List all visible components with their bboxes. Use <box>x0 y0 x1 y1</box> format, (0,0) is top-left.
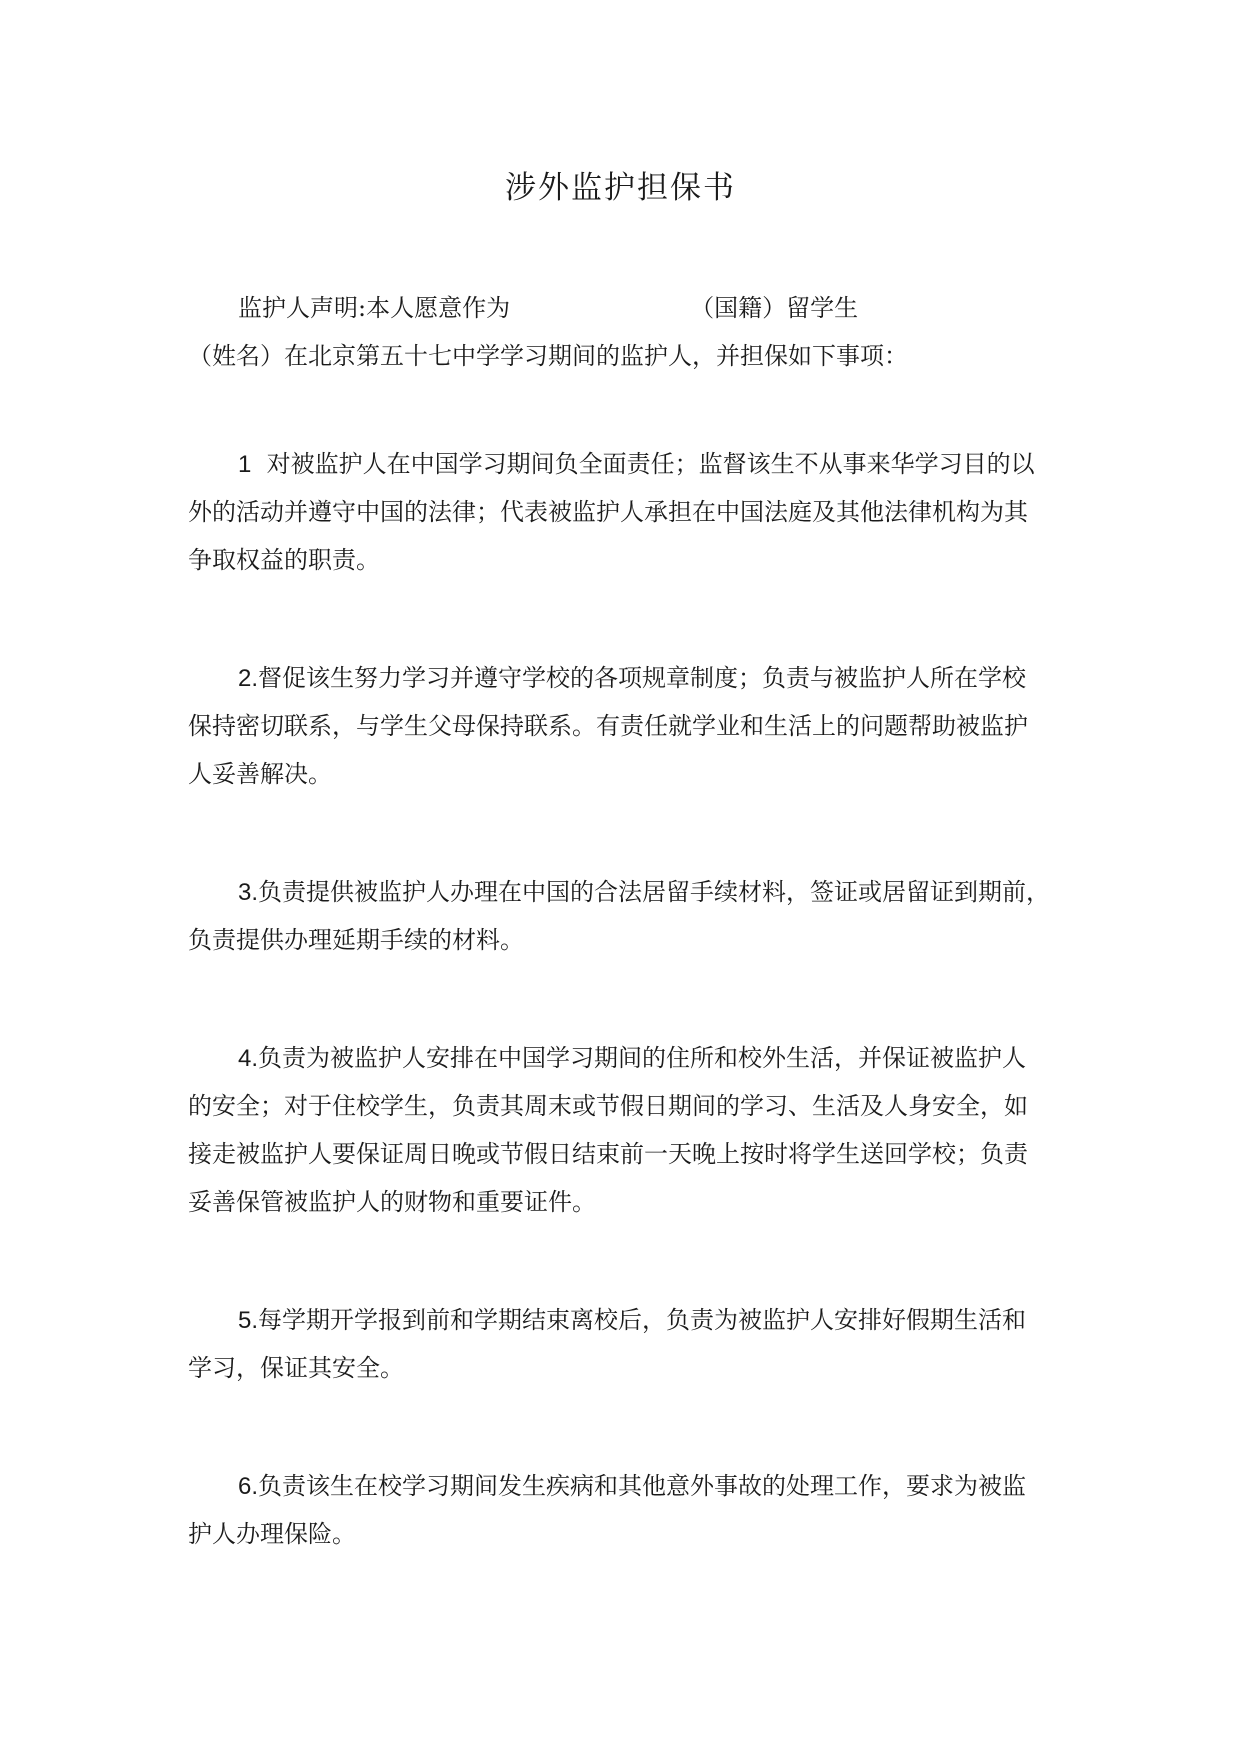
item-1-number: 1 <box>238 451 252 478</box>
item-2-number: 2. <box>238 665 259 692</box>
document-title: 涉外监护担保书 <box>505 170 736 206</box>
declaration-line-1 <box>238 292 858 324</box>
item-1-line-1 <box>238 448 1035 481</box>
item-4-number: 4. <box>238 1045 259 1072</box>
item-4-line-4: 妥善保管被监护人的财物和重要证件。 <box>188 1188 596 1216</box>
item-1-line-2: 外的活动并遵守中国的法律；代表被监护人承担在中国法庭及其他法律机构为其 <box>188 498 1028 526</box>
item-5-number: 5. <box>238 1307 259 1334</box>
item-5-text: 每学期开学报到前和学期结束离校后，负责为被监护人安排好假期生活和 <box>258 1306 1027 1334</box>
item-3-line-2: 负责提供办理延期手续的材料。 <box>188 926 524 954</box>
item-3-number: 3. <box>238 879 259 906</box>
item-6-text: 负责该生在校学习期间发生疾病和其他意外事故的处理工作，要求为被监 <box>258 1472 1027 1500</box>
item-4-text: 负责为被监护人安排在中国学习期间的住所和校外生活，并保证被监护人 <box>258 1044 1027 1072</box>
item-6-number: 6. <box>238 1473 259 1500</box>
item-5-line-2: 学习，保证其安全。 <box>188 1354 404 1382</box>
item-3-line-1 <box>238 876 1050 909</box>
item-6-line-1 <box>238 1470 1026 1503</box>
item-2-line-1 <box>238 662 1026 695</box>
item-3-text: 负责提供被监护人办理在中国的合法居留手续材料，签证或居留证到期前， <box>258 878 1051 906</box>
item-2-text: 督促该生努力学习并遵守学校的各项规章制度；负责与被监护人所在学校 <box>258 664 1027 692</box>
item-4-line-3: 接走被监护人要保证周日晚或节假日结束前一天晚上按时将学生送回学校；负责 <box>188 1140 1028 1168</box>
item-4-line-1 <box>238 1042 1026 1075</box>
item-2-line-2: 保持密切联系，与学生父母保持联系。有责任就学业和生活上的问题帮助被监护 <box>188 712 1028 740</box>
item-6-line-2: 护人办理保险。 <box>188 1520 356 1548</box>
declaration-line-2: （姓名）在北京第五十七中学学习期间的监护人，并担保如下事项： <box>188 342 908 370</box>
item-5-line-1 <box>238 1304 1026 1337</box>
item-2-line-3: 人妥善解决。 <box>188 760 332 788</box>
item-4-line-2: 的安全；对于住校学生，负责其周末或节假日期间的学习、生活及人身安全，如 <box>188 1092 1028 1120</box>
declaration-text-part-1: 监护人声明:本人愿意作为 <box>238 294 511 322</box>
item-1-line-3: 争取权益的职责。 <box>188 546 380 574</box>
declaration-text-part-2: （国籍）留学生 <box>690 294 859 322</box>
item-1-text: 对被监护人在中国学习期间负全面责任；监督该生不从事来华学习目的以 <box>266 450 1035 478</box>
